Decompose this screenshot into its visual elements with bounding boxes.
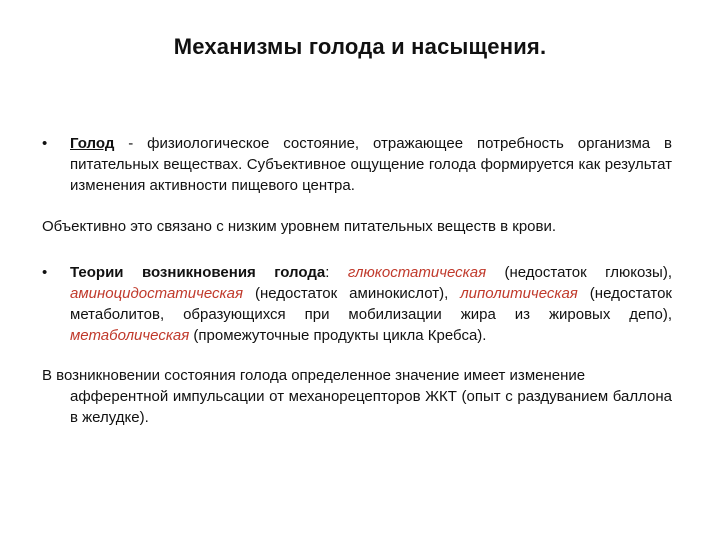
theory-metabolic-desc: (промежуточные продукты цикла Кребса). [189, 327, 487, 344]
theories-lead: Теории возникновения голода [70, 264, 326, 281]
paragraph-objective: Объективно это связано с низким уровнем питательных веществ в крови. [42, 218, 557, 235]
theory-lipolytic: липолитическая [460, 285, 578, 302]
paragraph-afferent-line1: В возникновении состояния голода определенное значение имеет изменение [42, 367, 586, 384]
theory-lipolytic-desc: (недостаток метаболитов, образующихся при мобилизации жира из жировых депо), [70, 285, 672, 323]
bullet-hunger-definition [70, 133, 672, 196]
bullet-marker: • [42, 264, 48, 281]
theory-glucostatic-desc: (недостаток глюкозы), [486, 264, 672, 281]
theory-aminoacidostatic-desc: (недостаток аминокислот), [243, 285, 461, 302]
slide-title: Механизмы голода и насыщения. [173, 34, 547, 59]
theories-colon: : [325, 264, 348, 281]
term-hunger: Голод [70, 135, 115, 152]
theory-glucostatic: глюкостатическая [347, 264, 487, 281]
theory-metabolic: метаболическая [70, 327, 190, 344]
theory-aminoacidostatic: аминоцидостатическая [70, 285, 243, 302]
paragraph-afferent-rest: афферентной импульсации от механорецепторов ЖКТ (опыт с раздуванием баллона в желудке). [70, 388, 672, 426]
bullet-marker: • [42, 135, 48, 152]
hunger-definition-text: - физиологическое состояние, отражающее потребность организма в питательных веществах. Субъективное ощущение голода формируется как результат изменения активности пищевого центра. [70, 135, 672, 194]
paragraph-afferent [42, 365, 672, 428]
bullet-hunger-theories [70, 262, 672, 346]
